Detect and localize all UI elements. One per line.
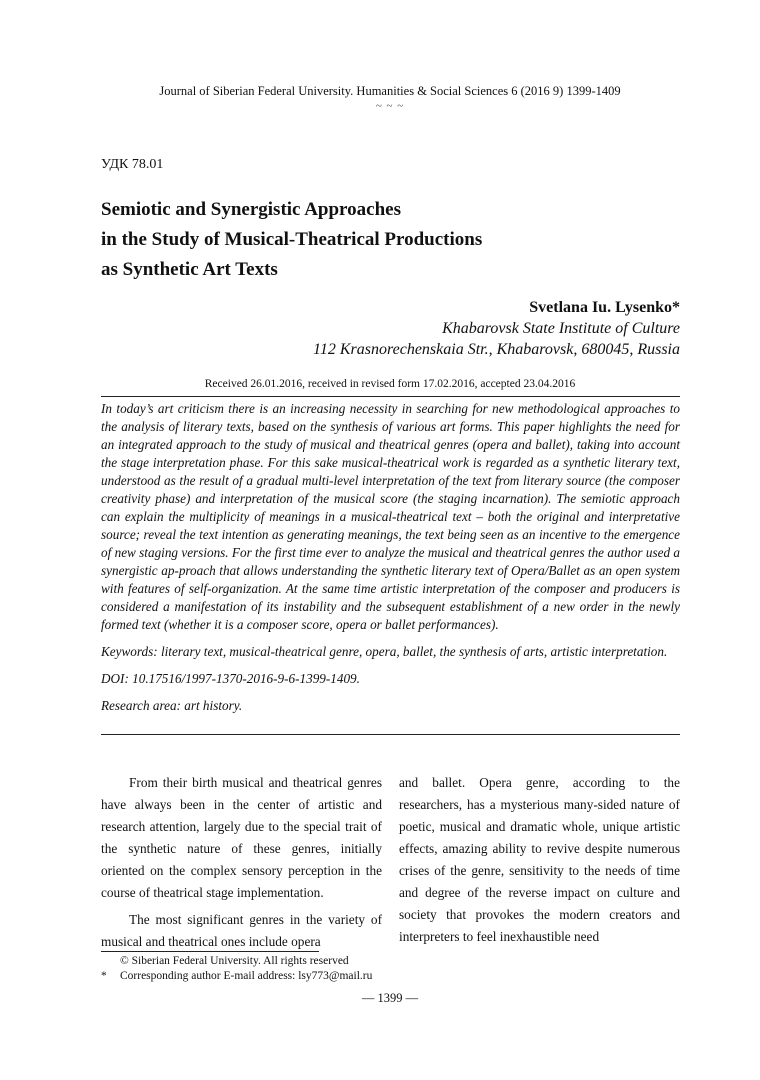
abstract-block [101, 400, 680, 715]
author-address: 112 Krasnorechenskaia Str., Khabarovsk, 680045, Russia [313, 341, 680, 358]
corresponding-text: Corresponding author E-mail address: lsy773@mail.ru [120, 970, 373, 982]
footnote-mark: * [101, 970, 107, 982]
keywords: Keywords: literary text, musical-theatrical genre, opera, ballet, the synthesis of arts, artistic interpretation. [101, 644, 668, 659]
abstract-top-rule [101, 396, 680, 397]
body-column-right [399, 772, 680, 948]
udk-code: УДК 78.01 [101, 157, 164, 172]
body-column-left [101, 772, 382, 953]
author-institution: Khabarovsk State Institute of Culture [442, 320, 680, 337]
research-area: Research area: art history. [101, 698, 243, 713]
abstract-bottom-rule [101, 734, 680, 735]
body-paragraph: From their birth musical and theatrical genres have always been in the center of artistic and research attention, largely due to the special trait of the synthetic nature of these genres, initially oriented on the complex sensory perception in the course of theatrical stage implementation. [101, 775, 382, 900]
body-paragraph: and ballet. Opera genre, according to the researchers, has a mysterious many-sided nature of poetic, musical and dramatic whole, unique artistic effects, amazing ability to revive despite numerous crises of the genre, sensitivity to the needs of time and degree of the reverse impact on culture and society that provokes the modern creators and interpreters to feel inexhaustible need [399, 775, 680, 944]
doi: DOI: 10.17516/1997-1370-2016-9-6-1399-1409. [101, 671, 360, 686]
body-paragraph: The most significant genres in the variety of musical and theatrical ones include opera [101, 912, 382, 949]
copyright-text: © Siberian Federal University. All rights reserved [120, 955, 349, 967]
article-title [101, 195, 482, 285]
abstract-text: In today’s art criticism there is an increasing necessity in searching for new methodological approaches to the analysis of literary texts, based on the synthesis of various art forms. This paper highlights the need for an integrated approach to the study of musical and theatrical genres (opera and ballet), taking into account the stage interpretation phase. For this sake musical-theatrical work is regarded as a synthetic literary text, understood as the result of a gradual multi-level interpretation of the text from literary source (the composer creativity phase) and interpretation of the musical score (the staging incarnation). The semiotic approach can explain the multiplicity of meanings in a musical-theatrical text – both the original and interpretative source; reveal the text intention as generating meanings, the text being seen as an incentive to the emergence of new staging versions. For the first time ever to analyze the musical and theatrical genres the author used a synergistic ap-proach that allows understanding the synthetic literary text of Opera/Ballet as an open system with features of self-organization. At the same time artistic interpretation of the composer and producers is considered a manifestation of its instability and the subsequent establishment of a new order in the newly formed text (whether it is a composer score, opera or ballet performances). [101, 401, 680, 632]
header-ornament: ~ ~ ~ [375, 100, 405, 112]
footnote-corresponding [101, 969, 372, 984]
author-name: Svetlana Iu. Lysenko* [529, 299, 680, 316]
journal-header: Journal of Siberian Federal University. Humanities & Social Sciences 6 (2016 9) 1399-1409 [159, 84, 621, 98]
title-line-3: as Synthetic Art Texts [101, 259, 278, 280]
page-number: — 1399 — [361, 991, 419, 1005]
title-line-2: in the Study of Musical-Theatrical Productions [101, 229, 483, 250]
author-block [313, 297, 680, 360]
footnote-copyright [101, 954, 349, 969]
received-dates: Received 26.01.2016, received in revised form 17.02.2016, accepted 23.04.2016 [204, 378, 576, 390]
footnote-rule [101, 951, 319, 952]
title-line-1: Semiotic and Synergistic Approaches [101, 199, 401, 220]
